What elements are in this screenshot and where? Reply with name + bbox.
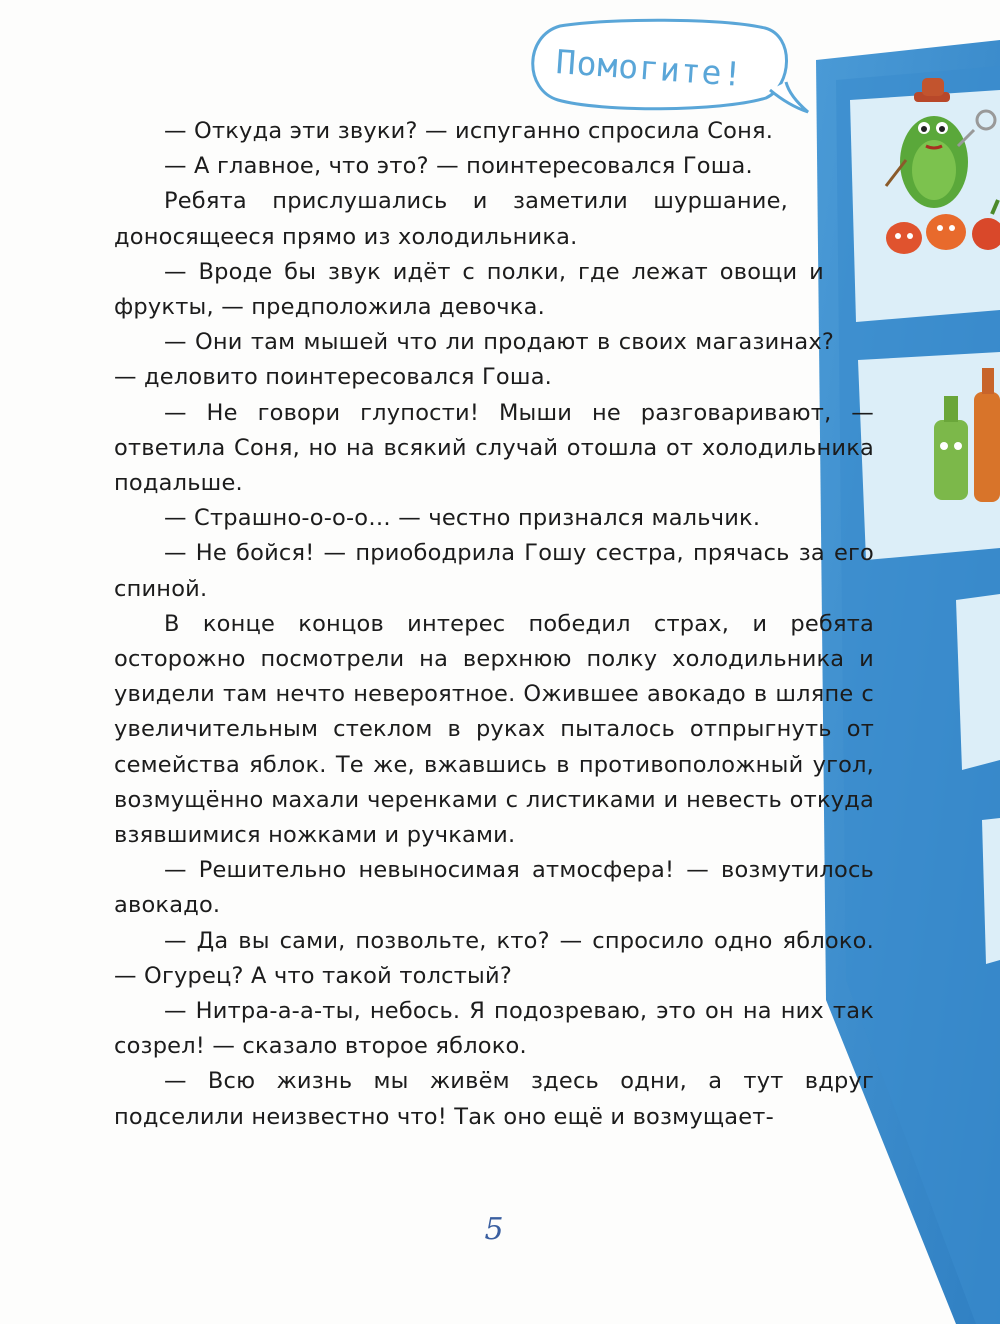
paragraph: — Решительно невыносимая атмосфера! — возмутилось авокадо. xyxy=(114,857,874,919)
speech-bubble-text: Помогите! xyxy=(554,42,745,95)
paragraph: — Всю жизнь мы живём здесь одни, а тут вдруг подселили неизвестно что! Так оно ещё и возмущает- xyxy=(114,1068,874,1130)
paragraph: Ребята прислушались и заметили шуршание, доносящееся прямо из холодильника. xyxy=(114,188,788,250)
paragraph: — Вроде бы звук идёт с полки, где лежат овощи и фрукты, — предположила девочка. xyxy=(114,258,824,321)
paragraph: — Не говори глупости! Мыши не разговаривают, — ответила Соня, но на всякий случай отошла от холодильника подальше. xyxy=(114,399,874,497)
paragraph: — Да вы сами, позвольте, кто? — спросило одно яблоко. — Огурец? А что такой толстый? xyxy=(114,927,874,989)
paragraph: В конце концов интерес победил страх, и ребята осторожно посмотрели на верхнюю полку холодильника и увидели там нечто невероятное. Ожившее авокадо в шляпе с увеличительным стеклом в руках пыталось отпрыгнуть от семейства яблок. Те же, вжавшись в противоположный угол, возмущённо махали черенками с листиками и невесть откуда взявшимися ножками и ручками. xyxy=(114,610,874,849)
paragraph: — Они там мышей что ли продают в своих магазинах? — деловито поинтересовался Гоша. xyxy=(114,329,834,391)
paragraph: — Нитра-а-а-ты, небось. Я подозреваю, это он на них так созрел! — сказало второе яблоко. xyxy=(114,998,874,1060)
story-text xyxy=(114,114,874,1135)
page-number: 5 xyxy=(484,1212,504,1247)
paragraph: — Страшно-о-о-о… — честно признался мальчик. xyxy=(164,505,761,532)
speech-bubble xyxy=(520,16,788,108)
paragraph: — А главное, что это? — поинтересовался Гоша. xyxy=(164,153,753,180)
paragraph: — Не бойся! — приободрила Гошу сестра, прячась за его спиной. xyxy=(114,540,874,602)
paragraph: — Откуда эти звуки? — испуганно спросила Соня. xyxy=(164,118,774,144)
